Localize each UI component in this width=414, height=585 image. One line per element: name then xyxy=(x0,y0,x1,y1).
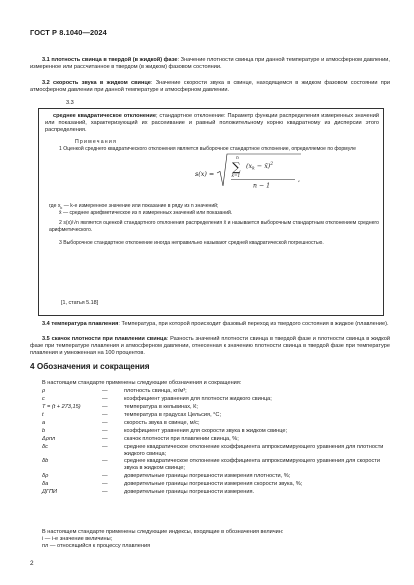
symbol-description: скорость звука в свинце, м/с; xyxy=(124,420,200,426)
symbol-description: доверительные границы погрешности измерения плотности, %; xyxy=(124,473,291,479)
symbol: δρ xyxy=(42,473,49,479)
symbol: δb xyxy=(42,458,49,464)
denominator: n − 1 xyxy=(253,182,271,190)
sum-symbol: ∑ xyxy=(232,160,241,174)
term-3-3: среднее квадратическое отклонение xyxy=(53,113,156,119)
symbol-dash: — xyxy=(102,444,108,450)
symbol-description: доверительные границы погрешности измерения скорости звука, %; xyxy=(124,481,303,487)
reference: [1, статья 5.18] xyxy=(61,300,99,306)
text-3-4: : Температура, при которой происходит фазовый переход из твердого состояния в жидкое (плавление). xyxy=(118,321,389,327)
definition-3-3 xyxy=(45,113,379,134)
page-number: 2 xyxy=(30,560,34,567)
radical-sign xyxy=(217,154,301,186)
std-deviation-formula xyxy=(195,152,305,194)
index-pl: пл — относящийся к процессу плавления xyxy=(42,543,151,549)
formula-comma: , xyxy=(298,175,301,183)
symbol-dash: — xyxy=(102,489,108,495)
symbol: c xyxy=(42,396,45,402)
symbol: δc xyxy=(42,444,48,450)
paragraph-3-2 xyxy=(30,80,390,94)
symbol-dash: — xyxy=(102,396,108,402)
formula-lhs: s(x) = xyxy=(195,170,215,178)
section-4-title: 4 Обозначения и сокращения xyxy=(30,362,150,371)
symbol-description: среднее квадратическое отклонение коэффициента аппроксимирующего уравнения для плотности жидкого свинца; xyxy=(124,444,384,457)
note-3: 3 Выборочное стандартное отклонение иногда неправильно называют средней квадратической погрешностью. xyxy=(59,240,324,246)
term-3-4: 3.4 температура плавления xyxy=(42,321,119,327)
term-3-1: 3.1 плотность свинца в твердой (в жидкой) фазе xyxy=(42,57,178,63)
note-2: 2 s(x)/√n является оценкой стандартного отклонения распределения x̄ и называется выборочным стандартным отклонением среднего арифметического. xyxy=(49,220,379,233)
text-3-5: : Разность значений плотности свинца в твердой фазе и плотности свинца в жидкой фазе при температуре плавления и атмосферном давлении, отнесенная к значению плотности свинца в твердой фазе при температуре плавления и умноженная на 100 процентов. xyxy=(30,336,390,357)
symbol-description: доверительные границы погрешности измерения. xyxy=(124,489,255,495)
symbol-description: коэффициент уравнения для скорости звука в жидком свинце; xyxy=(124,428,288,434)
term-3-5: 3.5 скачок плотности при плавлении свинца xyxy=(42,336,167,342)
sum-lower: k=1 xyxy=(231,173,241,178)
text-3-2: : Значение скорости звука в свинце, находящемся в жидком фазовом состоянии при атмосферном давлении при данной температуре и атмосферном давлении. xyxy=(30,80,390,94)
notes-title: Примечания xyxy=(75,139,117,145)
text-3-3: ; стандартное отклонение: Параметр функции распределения измеренных значений или показаний, характеризующий их рассеивание и равный положительному корню квадратному из дисперсии этого распределения. xyxy=(45,113,379,134)
symbol-dash: — xyxy=(102,436,108,442)
where-2: x̄ — среднее арифметическое из n измеренных значений или показаний. xyxy=(59,210,233,216)
symbol: ρ xyxy=(42,388,46,394)
indices-intro: В настоящем стандарте применены следующие индексы, входящие в обозначения величин: xyxy=(42,529,284,535)
symbol-dash: — xyxy=(102,420,108,426)
paragraph-3-5 xyxy=(30,336,390,357)
symbol: b xyxy=(42,428,46,434)
term-3-2: 3.2 скорость звука в жидком свинце xyxy=(42,80,151,86)
symbol: T = (t + 273,15) xyxy=(42,404,81,410)
where-1: где $x_k$ — k-е измеренное значение или показание в ряду из n значений; xyxy=(49,203,219,211)
symbol-dash: — xyxy=(102,458,108,464)
symbol-dash: — xyxy=(102,412,108,418)
symbol-description: плотность свинца, кг/м³; xyxy=(124,388,187,394)
symbol: ДГПИ xyxy=(42,489,58,495)
note-1: 1 Оценкой среднего квадратического отклонения является выборочное стандартное отклонение, определяемое по формуле xyxy=(59,146,356,152)
section-4-intro: В настоящем стандарте применены следующие обозначения и сокращения: xyxy=(42,380,242,386)
symbol-description: температура в кельвинах, К; xyxy=(124,404,198,410)
index-i: i — i-е значение величины; xyxy=(42,536,113,542)
symbol-dash: — xyxy=(102,428,108,434)
text-3-1: : Значение плотности свинца при данной температуре и атмосферном давлении, измеренное или рассчитанное в твердом (в жидком) фазовом состоянии. xyxy=(30,57,390,71)
sum-term: ($x_k$ − x̄)$^2$ xyxy=(246,162,274,172)
paragraph-3-1 xyxy=(30,57,390,71)
definition-box xyxy=(38,108,384,316)
section-3-3-number: 3.3 xyxy=(66,100,74,106)
sum-upper: n xyxy=(236,156,239,162)
symbol-description: коэффициент уравнения для плотности жидкого свинца; xyxy=(124,396,272,402)
symbol: a xyxy=(42,420,46,426)
symbol-description: скачок плотности при плавлении свинца, %; xyxy=(124,436,239,442)
symbol: δa xyxy=(42,481,49,487)
symbol-dash: — xyxy=(102,481,108,487)
symbol-dash: — xyxy=(102,473,108,479)
symbol-description: среднее квадратическое отклонение коэффициента аппроксимирующего уравнения для скорости звука в жидком свинце; xyxy=(124,458,380,471)
symbol-dash: — xyxy=(102,388,108,394)
section-3-3 xyxy=(30,100,390,316)
paragraph-3-4 xyxy=(30,321,390,328)
symbol-dash: — xyxy=(102,404,108,410)
symbol-description: температура в градусах Цельсия, °С; xyxy=(124,412,222,418)
page-header: ГОСТ Р 8.1040—2024 xyxy=(30,28,107,37)
symbol: t xyxy=(42,412,44,418)
symbol: Δρпл xyxy=(42,436,56,442)
